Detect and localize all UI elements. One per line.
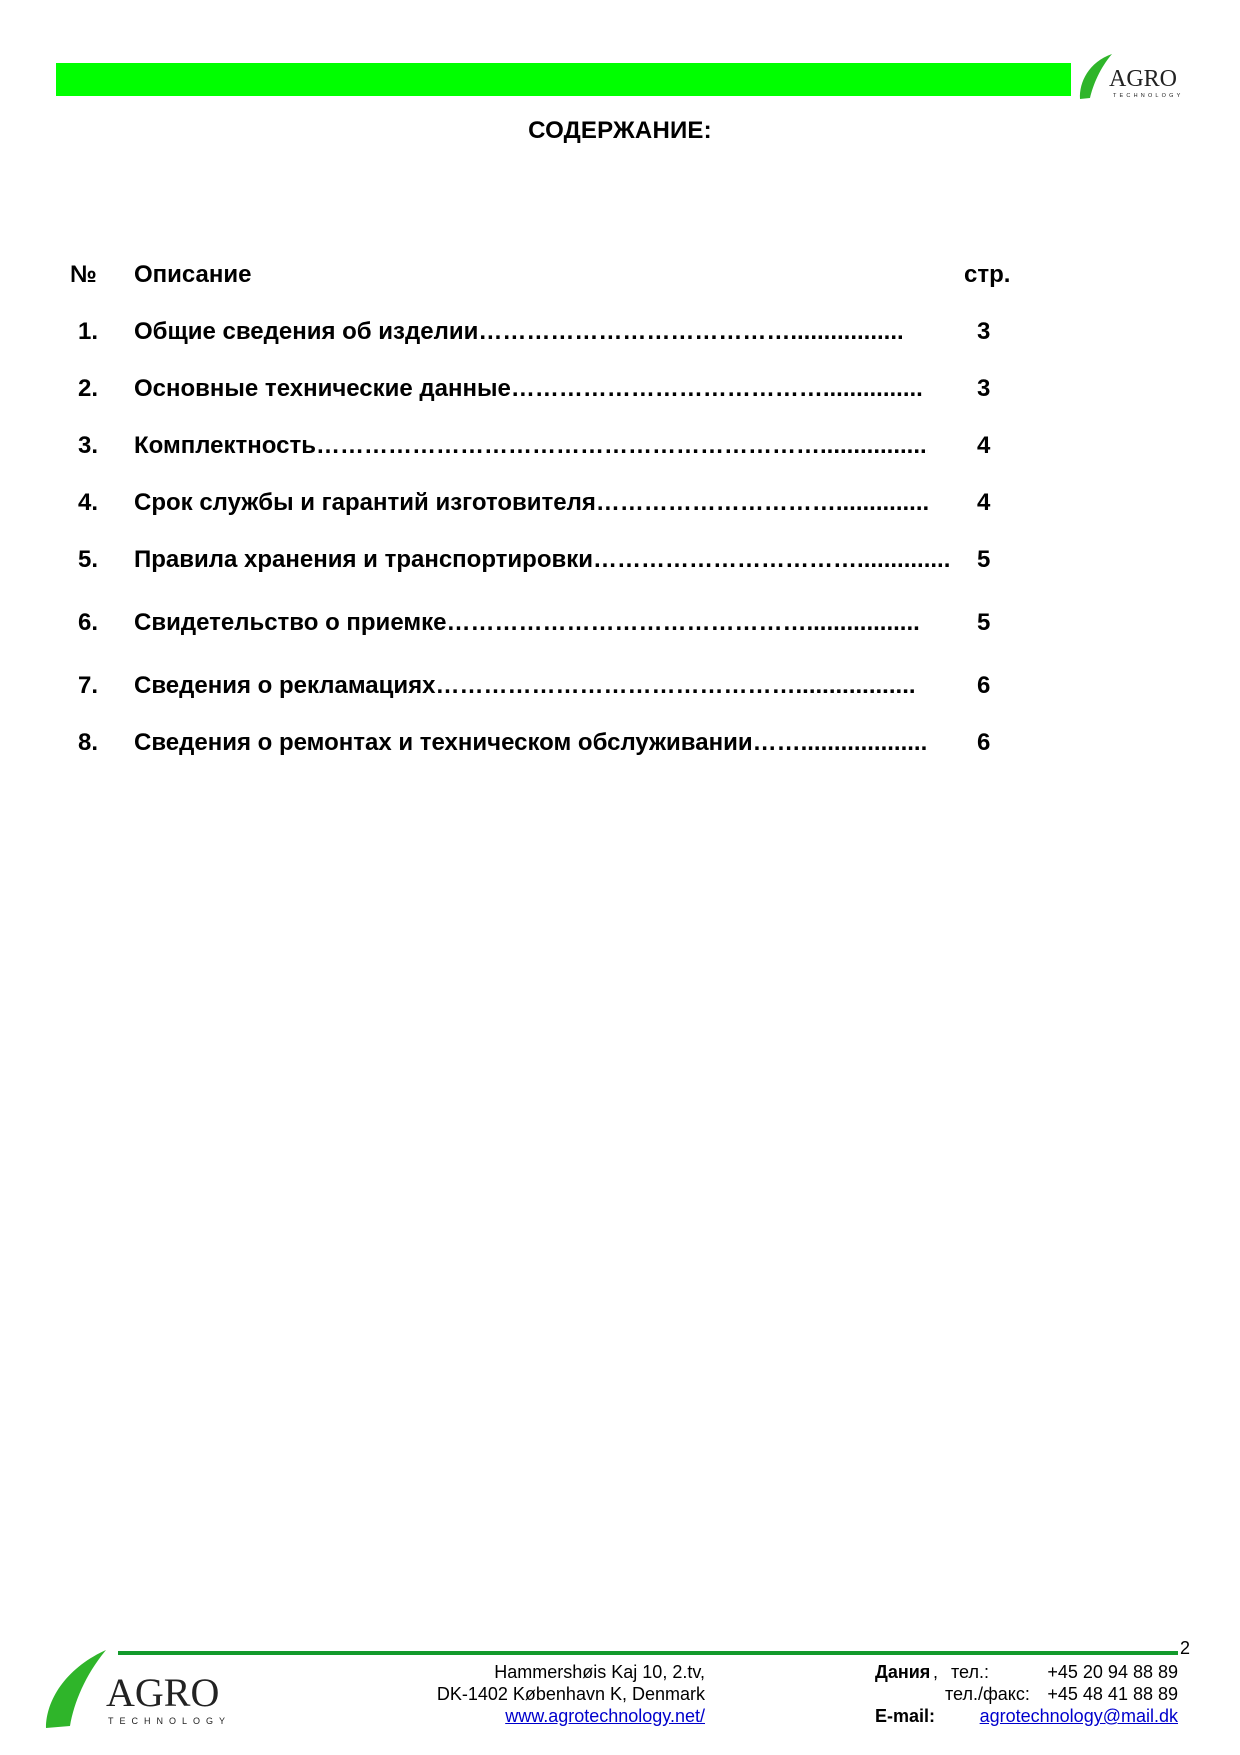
- toc-item: [0, 546, 1240, 578]
- toc-item-number: 4.: [78, 489, 99, 516]
- toc-item-number: 7.: [78, 672, 99, 699]
- header-green-bar: [56, 63, 1071, 96]
- logo-text: AGRO: [1109, 66, 1178, 92]
- toc-item-page: 6: [977, 672, 991, 699]
- toc-item-title: Сведения о рекламациях………………………………………..................: [134, 672, 916, 699]
- fax-label: тел./факс:: [945, 1684, 1030, 1704]
- contact-country: Дания: [875, 1662, 931, 1682]
- email-label: E-mail:: [875, 1706, 936, 1726]
- toc-item-title: Комплектность………………………………………………………................: [134, 432, 927, 459]
- agro-logo: [1075, 52, 1195, 102]
- toc-header-description: Описание: [134, 261, 252, 288]
- toc-header-page: стр.: [964, 261, 1011, 288]
- toc-item-page: 3: [977, 318, 991, 345]
- toc-item-number: 6.: [78, 609, 99, 636]
- leaf-icon: [46, 1650, 106, 1728]
- footer-logo-subtext: TECHNOLOGY: [108, 1716, 232, 1726]
- toc-item-title: Правила хранения и транспортировки……………………………..............: [134, 546, 951, 573]
- toc-item-number: 8.: [78, 729, 99, 756]
- toc-item: [0, 318, 1240, 350]
- leaf-icon: [1080, 54, 1112, 99]
- tel-number: +45 20 94 88 89: [1047, 1662, 1178, 1682]
- toc-item-title: Основные технические данные…………………………………...............: [134, 375, 923, 402]
- toc-item-number: 1.: [78, 318, 99, 345]
- toc-item: [0, 432, 1240, 464]
- toc-item-number: 2.: [78, 375, 99, 402]
- toc-item: [0, 375, 1240, 407]
- toc-item: [0, 489, 1240, 521]
- email-link[interactable]: agrotechnology@mail.dk: [979, 1706, 1178, 1726]
- logo-subtext: TECHNOLOGY: [1113, 93, 1184, 99]
- footer-divider: [118, 1651, 1178, 1655]
- toc-item-title: Сведения о ремонтах и техническом обслуживании……...................: [134, 729, 928, 756]
- toc-item-page: 4: [977, 489, 991, 516]
- footer-logo-text: AGRO: [106, 1670, 220, 1715]
- toc-item-page: 4: [977, 432, 991, 459]
- toc-item-title: Общие сведения об изделии………………………………….................: [134, 318, 904, 345]
- tel-label: тел.:: [951, 1662, 989, 1682]
- fax-number: +45 48 41 88 89: [1047, 1684, 1178, 1704]
- contact-comma: ,: [933, 1662, 939, 1682]
- page-number: 2: [1180, 1638, 1191, 1658]
- page-title: СОДЕРЖАНИЕ:: [528, 117, 712, 144]
- address-street: Hammershøis Kaj 10, 2.tv,: [494, 1662, 705, 1682]
- toc-item-number: 3.: [78, 432, 99, 459]
- toc-item-page: 6: [977, 729, 991, 756]
- toc-item-page: 5: [977, 546, 991, 573]
- website-link[interactable]: www.agrotechnology.net/: [505, 1706, 705, 1726]
- toc-item: [0, 609, 1240, 641]
- toc-item-title: Свидетельство о приемке……………………………………….................: [134, 609, 920, 636]
- toc-item-page: 5: [977, 609, 991, 636]
- toc-item: [0, 672, 1240, 704]
- toc-item-title: Срок службы и гарантий изготовителя…………………………..............: [134, 489, 930, 516]
- toc-header-number: №: [70, 261, 97, 288]
- footer-agro-logo: [44, 1648, 234, 1730]
- toc-item: [0, 729, 1240, 761]
- address-city: DK-1402 København K, Denmark: [436, 1684, 705, 1704]
- toc-item-page: 3: [977, 375, 991, 402]
- toc-item-number: 5.: [78, 546, 99, 573]
